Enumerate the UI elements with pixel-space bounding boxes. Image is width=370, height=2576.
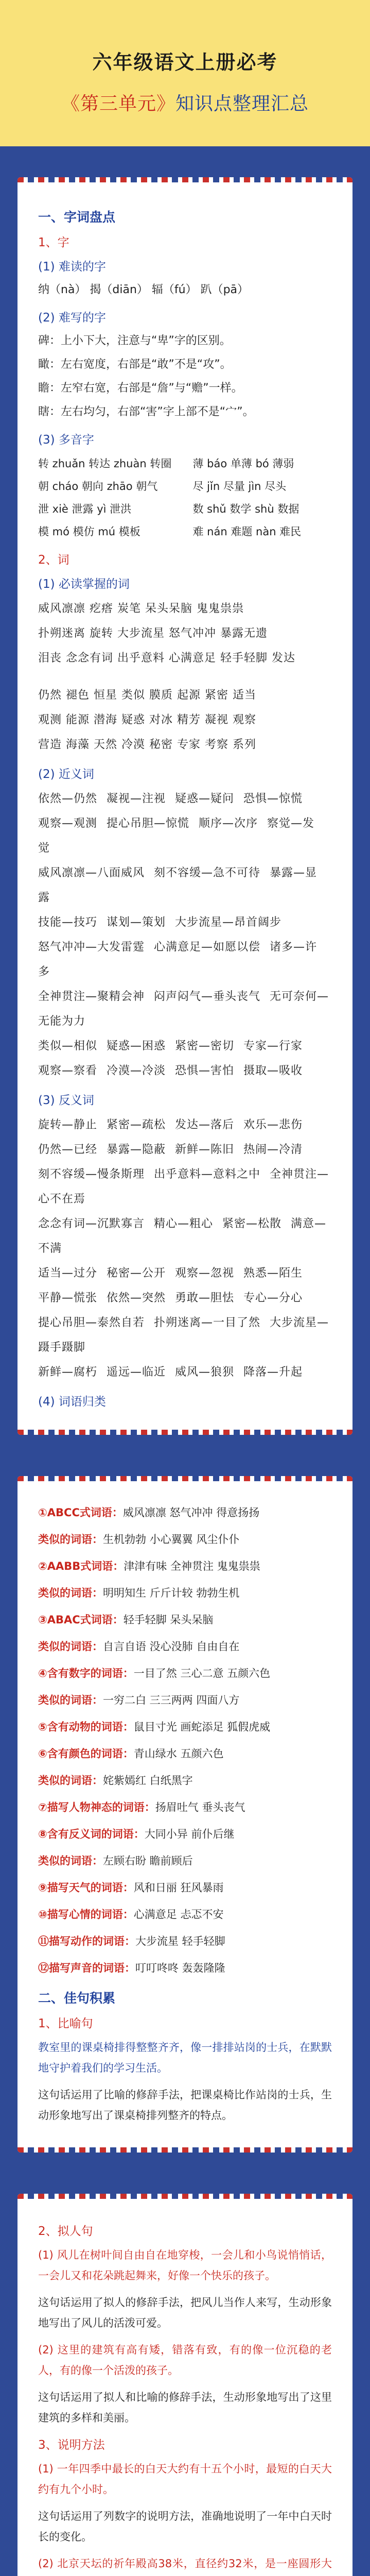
sub-heading: (3) 反义词 (38, 1094, 94, 1107)
category-label: ④含有数字的词语： (38, 1667, 134, 1680)
category-label: ②AABB式词语： (38, 1560, 124, 1572)
antonym-row-item: 遥远—临近 (107, 1366, 166, 1379)
antonym-row-item: 大步流星—蹑手蹑脚 (38, 1316, 329, 1354)
page-subtitle (21, 89, 349, 115)
category-label: ③ABAC式词语： (38, 1614, 124, 1626)
word-row: 仍然 褪色 恒星 类似 膜质 起源 紧密 适当 (38, 689, 256, 702)
category-row (38, 1716, 332, 1738)
antonym-row (38, 1212, 332, 1261)
category-row (38, 1689, 332, 1711)
synonym-row-item: 观察—察看 (38, 1064, 98, 1077)
category-words: 一目了然 三心二意 五颜六色 (133, 1667, 271, 1680)
synonym-row (38, 1059, 332, 1083)
category-row (38, 1957, 332, 1979)
antonym-row-item: 全神贯注—心不在焉 (38, 1168, 329, 1206)
category-label: 类似的词语： (38, 1694, 103, 1706)
category-words: 叮叮咚咚 轰轰隆隆 (135, 1962, 225, 1974)
antonym-row (38, 1261, 332, 1286)
word-row: 扑朔迷离 旋转 大步流星 怒气冲冲 暴露无遗 (38, 627, 268, 640)
polyphone-item: 数 shǔ 数学 shù 数据 (192, 503, 299, 515)
category-words: 左顾右盼 瞻前顾后 (103, 1855, 193, 1867)
category-label: 类似的词语： (38, 1855, 103, 1867)
card-vocabulary (17, 177, 353, 1435)
hard-write-item: 碑：上小下大，注意与“卑”字的区别。 (38, 334, 231, 347)
category-words: 鼠目寸光 画蛇添足 狐假虎威 (133, 1721, 271, 1733)
antonym-row-item: 紧密—疏松 (107, 1118, 166, 1131)
category-row (38, 1743, 332, 1765)
category-label: 类似的词语： (38, 1533, 103, 1546)
page-header (0, 0, 370, 146)
category-words: 明明知生 斤斤计较 勃勃生机 (103, 1587, 240, 1599)
category-words: 大步流星 轻手轻脚 (135, 1935, 225, 1947)
hard-write-item: 瞻：左窄右宽，右部是“詹”与“赡”一样。 (38, 382, 243, 395)
category-row (38, 1823, 332, 1845)
sub-heading: 2、词 (38, 553, 69, 567)
synonym-row-item: 顺序—次序 (199, 817, 258, 830)
example-sentence: (1) 风儿在树叶间自由自在地穿梭，一会儿和小鸟说悄悄话，一会儿又和花朵跳起舞来，好像一个快乐的孩子。 (38, 2249, 332, 2282)
antonym-row-item: 出乎意料—意料之中 (154, 1168, 261, 1181)
category-row (38, 1529, 332, 1550)
category-row (38, 1797, 332, 1818)
category-label: ⑫描写声音的词语： (38, 1962, 135, 1974)
synonym-row-item: 暴露—显露 (38, 867, 318, 904)
category-words: 青山绿水 五颜六色 (133, 1748, 224, 1760)
synonym-row-item: 观察—观测 (38, 817, 98, 830)
antonym-row-item: 发达—落后 (175, 1118, 235, 1131)
antonym-row-item: 观察—忽视 (175, 1267, 235, 1280)
antonym-row-item: 提心吊胆—泰然自若 (38, 1316, 145, 1329)
category-label: 类似的词语： (38, 1774, 103, 1787)
antonym-row-item: 熟悉—陌生 (243, 1267, 303, 1280)
example-sentence: (2) 北京天坛的祈年殿高38米，直径约32米，是一座圆形大 (38, 2557, 332, 2570)
synonym-row-item: 提心吊胆—惊慌 (107, 817, 190, 830)
category-row (38, 1582, 332, 1604)
synonym-row-item: 怒气冲冲—大发雷霆 (38, 941, 145, 954)
synonym-row-item: 诸多—许多 (38, 941, 318, 978)
card-classification (17, 1476, 353, 2153)
antonym-row (38, 1162, 332, 1212)
polyphone-item: 薄 báo 单薄 bó 薄弱 (192, 457, 294, 470)
synonym-row (38, 1034, 332, 1059)
synonym-row-item: 疑惑—疑问 (175, 792, 235, 805)
category-list (38, 1502, 332, 1979)
antonym-row-item: 勇敢—胆怯 (175, 1292, 235, 1304)
subtitle-unit: 《第三单元》 (61, 93, 175, 114)
synonym-row-item: 专家—行家 (243, 1040, 303, 1053)
polyphone-grid (38, 452, 332, 543)
category-words: 生机勃勃 小心翼翼 风尘仆仆 (103, 1533, 240, 1546)
category-row (38, 1850, 332, 1872)
synonym-list (38, 787, 332, 1083)
category-words: 扬眉吐气 垂头丧气 (155, 1801, 245, 1814)
synonym-row-item: 威风凛凛—八面威风 (38, 867, 145, 879)
sub-heading: (2) 近义词 (38, 768, 94, 781)
synonym-row-item: 谋划—策划 (107, 916, 166, 929)
card-sentences (17, 2194, 353, 2576)
antonym-row (38, 1286, 332, 1311)
polyphone-item: 泄 xiè 泄露 yì 泄洪 (38, 503, 132, 515)
antonym-row-item: 降落—升起 (243, 1366, 303, 1379)
category-words: 威风凛凛 怒气冲冲 得意扬扬 (122, 1506, 260, 1519)
synonym-row-item: 闷声闷气—垂头丧气 (154, 990, 261, 1003)
synonym-row-item: 大步流星—昂首阔步 (175, 916, 282, 929)
category-row (38, 1904, 332, 1925)
antonym-row-item: 专心—分心 (243, 1292, 303, 1304)
polyphone-item: 难 nán 难题 nàn 难民 (192, 526, 302, 538)
polyphone-item: 朝 cháo 朝向 zhāo 朝气 (38, 480, 158, 493)
category-label: ⑥含有颜色的词语： (38, 1748, 134, 1760)
antonym-row-item: 精心—粗心 (154, 1217, 214, 1230)
example-sentence: (2) 这里的建筑有高有矮，错落有致，有的像一位沉稳的老人，有的像一个活泼的孩子。 (38, 2344, 332, 2377)
hard-write-item: 瞰：左右宽度，右部是“敢”不是“攻”。 (38, 358, 232, 371)
category-words: 风和日丽 狂风暴雨 (133, 1882, 224, 1894)
sub-heading: 2、拟人句 (38, 2225, 93, 2238)
category-label: ①ABCC式词语： (38, 1506, 123, 1519)
antonym-row-item: 念念有词—沉默寡言 (38, 1217, 145, 1230)
antonym-row (38, 1360, 332, 1385)
synonym-row-item: 恐惧—害怕 (175, 1064, 235, 1077)
sub-heading: 1、字 (38, 236, 69, 249)
synonym-row-item: 凝视—注视 (107, 792, 166, 805)
category-row (38, 1502, 332, 1523)
synonym-row-item: 心满意足—如愿以偿 (154, 941, 261, 954)
synonym-row (38, 787, 332, 811)
antonym-list (38, 1113, 332, 1385)
synonym-row-item: 依然—仍然 (38, 792, 98, 805)
antonym-row-item: 扑朔迷离—一目了然 (154, 1316, 261, 1329)
category-words: 一穷二白 三三两两 四面八方 (103, 1694, 240, 1706)
synonym-row-item: 全神贯注—聚精会神 (38, 990, 145, 1003)
antonym-row-item: 旋转—静止 (38, 1118, 98, 1131)
sub-heading: 1、比喻句 (38, 2017, 93, 2030)
subtitle-rest: 知识点整理汇总 (175, 93, 309, 114)
antonym-row-item: 依然—突然 (107, 1292, 166, 1304)
antonym-row-item: 平静—慌张 (38, 1292, 98, 1304)
synonym-row (38, 985, 332, 1034)
sub-heading: (3) 多音字 (38, 433, 94, 447)
category-row (38, 1609, 332, 1631)
polyphone-item: 转 zhuǎn 转达 zhuàn 转圈 (38, 457, 172, 470)
sub-heading: (2) 难写的字 (38, 311, 106, 325)
synonym-row-item: 技能—技巧 (38, 916, 98, 929)
category-label: ⑧含有反义词的词语： (38, 1828, 145, 1840)
synonym-row-item: 紧密—密切 (175, 1040, 235, 1053)
sub-heading: 3、说明方法 (38, 2438, 105, 2452)
antonym-row (38, 1311, 332, 1360)
antonym-row-item: 仍然—已经 (38, 1143, 98, 1156)
category-row (38, 1930, 332, 1952)
antonym-row-item: 热闹—冷清 (243, 1143, 303, 1156)
antonym-row-item: 满意—不满 (38, 1217, 327, 1255)
antonym-row-item: 暴露—隐蔽 (107, 1143, 166, 1156)
category-label: 类似的词语： (38, 1587, 103, 1599)
category-row (38, 1555, 332, 1577)
section-heading: 一、字词盘点 (38, 210, 116, 225)
sub-heading: (1) 难读的字 (38, 260, 106, 274)
antonym-row-item: 新鲜—腐朽 (38, 1366, 98, 1379)
antonym-row-item: 新鲜—陈旧 (175, 1143, 235, 1156)
antonym-row-item: 欢乐—悲伤 (243, 1118, 303, 1131)
analysis-paragraph: 这句话运用了拟人的修辞手法，把风儿当作人来写，生动形象地写出了风儿的活泼可爱。 (38, 2296, 332, 2329)
synonym-row-item: 疑惑—困惑 (107, 1040, 166, 1053)
word-row: 营造 海藻 天然 冷漠 秘密 专家 考察 系列 (38, 738, 256, 751)
antonym-row (38, 1113, 332, 1138)
category-words: 津津有味 全神贯注 鬼鬼祟祟 (124, 1560, 260, 1572)
synonym-row (38, 910, 332, 935)
category-words: 自言自语 没心没肺 自由自在 (103, 1640, 240, 1653)
category-words: 姹紫嫣红 白纸黑字 (103, 1774, 193, 1787)
section-heading: 二、佳句积累 (38, 1991, 116, 2006)
synonym-row (38, 935, 332, 985)
antonym-row (38, 1138, 332, 1162)
antonym-row-item: 紧密—松散 (222, 1217, 282, 1230)
category-label: ⑪描写动作的词语： (38, 1935, 135, 1947)
category-label: ⑨描写天气的词语： (38, 1882, 134, 1894)
category-words: 轻手轻脚 呆头呆脑 (123, 1614, 214, 1626)
antonym-row-item: 秘密—公开 (107, 1267, 166, 1280)
category-row (38, 1636, 332, 1657)
word-row: 观测 能源 潜海 疑惑 对冰 精芳 凝视 观察 (38, 714, 256, 726)
polyphone-item: 模 mó 模仿 mú 模板 (38, 526, 140, 538)
analysis-paragraph: 这句话运用了比喻的修辞手法，把课桌椅比作站岗的士兵，生动形象地写出了课桌椅排列整齐的特点。 (38, 2089, 332, 2122)
example-sentence: (1) 一年四季中最长的白天大约有十五个小时，最短的白天大约有九个小时。 (38, 2463, 332, 2496)
synonym-row (38, 861, 332, 910)
hard-read-chars: 纳（nà） 揭（diān） 辐（fú） 趴（pā） (38, 283, 249, 296)
analysis-paragraph: 这句话运用了列数字的说明方法，准确地说明了一年中白天时长的变化。 (38, 2510, 332, 2543)
page-title: 六年级语文上册必考 (92, 51, 278, 74)
synonym-row-item: 摄取—吸收 (243, 1064, 303, 1077)
synonym-row-item: 无可奈何—无能为力 (38, 990, 329, 1028)
analysis-paragraph: 这句话运用了拟人和比喻的修辞手法，生动形象地写出了这里建筑的多样和美丽。 (38, 2391, 332, 2424)
sub-heading: (4) 词语归类 (38, 1395, 106, 1409)
synonym-row (38, 811, 332, 861)
category-label: ⑦描写人物神态的词语： (38, 1801, 155, 1814)
word-row: 泪丧 念念有词 出乎意料 心满意足 轻手轻脚 发达 (38, 652, 295, 665)
synonym-row-item: 类似—相似 (38, 1040, 98, 1053)
sub-heading: (1) 必读掌握的词 (38, 578, 130, 591)
word-row: 威风凛凛 疙瘩 炭笔 呆头呆脑 鬼鬼祟祟 (38, 602, 244, 615)
category-words: 大同小异 前仆后继 (144, 1828, 235, 1840)
category-label: ⑤含有动物的词语： (38, 1721, 134, 1733)
antonym-row-item: 威风—狼狈 (175, 1366, 235, 1379)
synonym-row-item: 冷漠—冷淡 (107, 1064, 166, 1077)
hard-write-item: 瞎：左右均匀，右部“害”字上部不是“宀”。 (38, 405, 254, 418)
category-row (38, 1663, 332, 1684)
synonym-row-item: 察觉—发觉 (38, 817, 315, 855)
synonym-row-item: 恐惧—惊慌 (243, 792, 303, 805)
category-row (38, 1770, 332, 1791)
example-sentence: 教室里的课桌椅排得整整齐齐，像一排排站岗的士兵，在默默地守护着我们的学习生活。 (38, 2041, 332, 2074)
category-words: 心满意足 忐忑不安 (133, 1908, 224, 1921)
category-label: 类似的词语： (38, 1640, 103, 1653)
category-label: ⑩描写心情的词语： (38, 1908, 134, 1921)
antonym-row-item: 刻不容缓—慢条斯理 (38, 1168, 145, 1181)
polyphone-item: 尽 jǐn 尽量 jìn 尽头 (192, 480, 287, 493)
antonym-row-item: 适当—过分 (38, 1267, 98, 1280)
synonym-row-item: 刻不容缓—急不可待 (154, 867, 261, 879)
category-row (38, 1877, 332, 1899)
